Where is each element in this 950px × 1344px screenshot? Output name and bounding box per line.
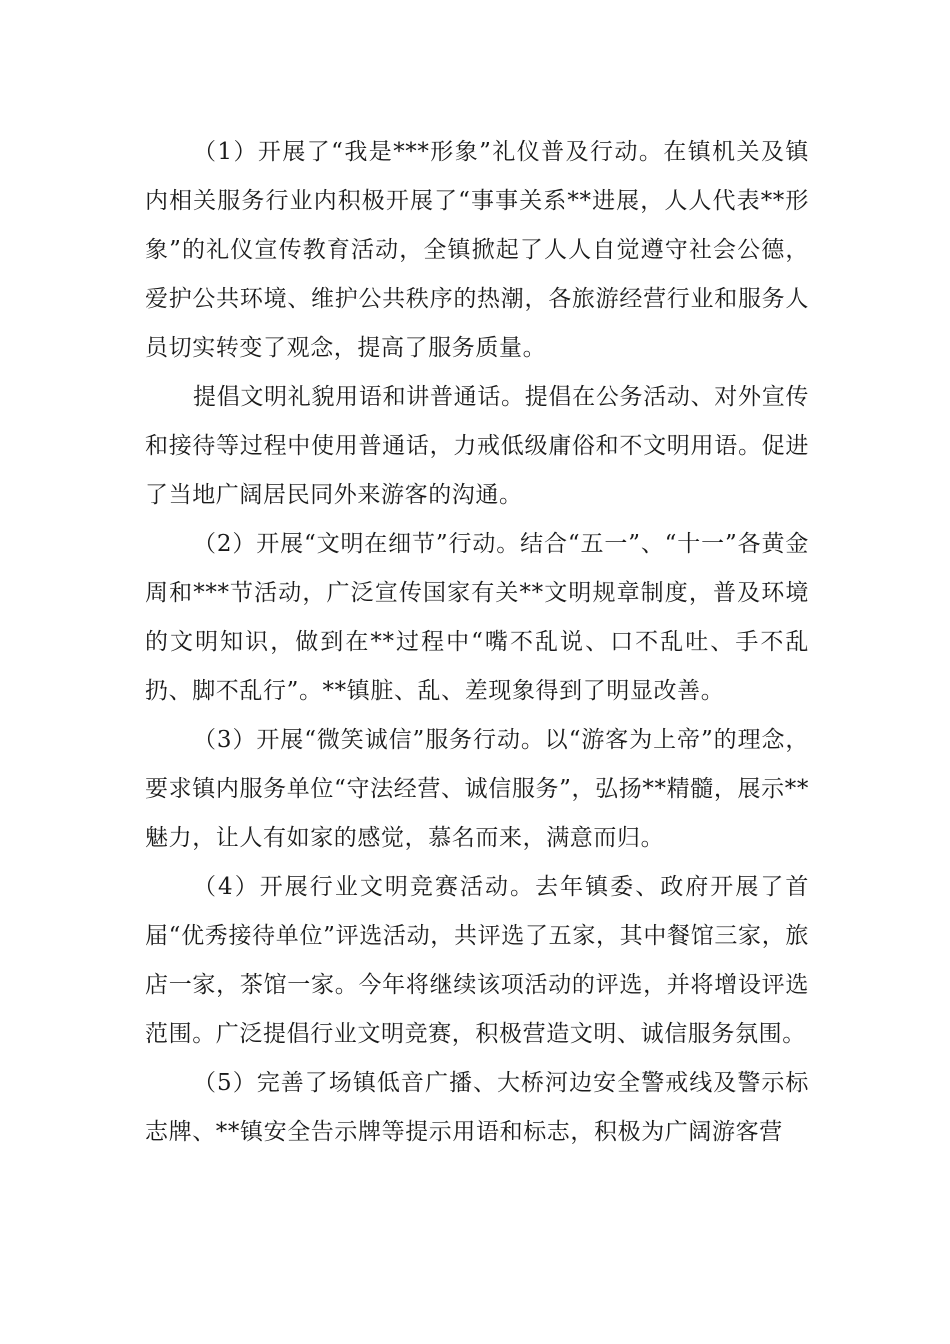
paragraph-4: （3）开展“微笑诚信”服务行动。以“游客为上帝”的理念，要求镇内服务单位“守法经营、诚信服务”，弘扬**精髓，展示**魅力，让人有如家的感觉，慕名而来，满意而归。 — [145, 727, 809, 851]
paragraph-5: （4）开展行业文明竞赛活动。去年镇委、政府开展了首届“优秀接待单位”评选活动，共评选了五家，其中餐馆三家，旅店一家，茶馆一家。今年将继续该项活动的评选，并将增设评选范围。广泛提倡行业文明竞赛，积极营造文明、诚信服务氛围。 — [145, 874, 809, 1047]
paragraph-3: （2）开展“文明在细节”行动。结合“五一”、“十一”各黄金周和***节活动，广泛宣传国家有关**文明规章制度，普及环境的文明知识，做到在**过程中“嘴不乱说、口不乱吐、手不乱扔、脚不乱行”。**镇脏、乱、差现象得到了明显改善。 — [145, 531, 809, 704]
paragraph-6: （5）完善了场镇低音广播、大桥河边安全警戒线及警示标志牌、**镇安全告示牌等提示用语和标志，积极为广阔游客营 — [145, 1070, 809, 1145]
paragraph-2: 提倡文明礼貌用语和讲普通话。提倡在公务活动、对外宣传和接待等过程中使用普通话，力戒低级庸俗和不文明用语。促进了当地广阔居民同外来游客的沟通。 — [145, 384, 809, 508]
document-body — [145, 128, 809, 1157]
paragraph-1: （1）开展了“我是***形象”礼仪普及行动。在镇机关及镇内相关服务行业内积极开展了“事事关系**进展，人人代表**形象”的礼仪宣传教育活动，全镇掀起了人人自觉遵守社会公德，爱护公共环境、维护公共秩序的热潮，各旅游经营行业和服务人员切实转变了观念，提高了服务质量。 — [145, 139, 809, 361]
